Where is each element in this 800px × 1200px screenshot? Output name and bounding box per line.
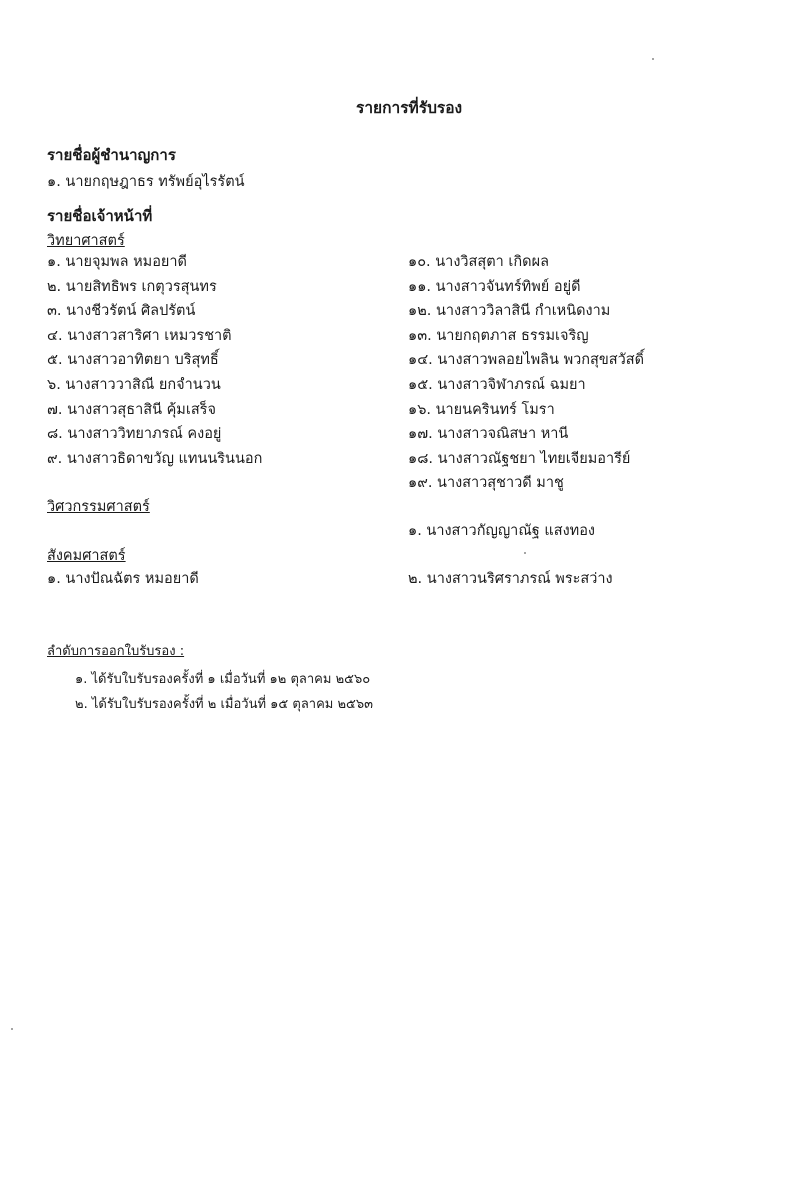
- list-item: ๙. นางสาวธิดาขวัญ แทนนรินนอก: [47, 450, 263, 467]
- science-list-left: [47, 250, 262, 471]
- list-item: ๒. นางสาวนริศราภรณ์ พระสว่าง: [408, 571, 613, 587]
- list-item: ๑๓. นายกฤตภาส ธรรมเจริญ: [408, 327, 589, 344]
- list-item: ๑๕. นางสาวจิฬาภรณ์ ฉมยา: [408, 376, 586, 393]
- list-item: ๓. นางชีวรัตน์ ศิลปรัตน์: [47, 303, 196, 320]
- list-item: ๑๒. นางสาววิลาสินี กำเหนิดงาม: [408, 303, 611, 320]
- list-item: ๗. นางสาวสุธาสินี คุ้มเสร็จ: [47, 401, 216, 418]
- engineering-section-label: วิศวกรรมศาสตร์: [47, 499, 150, 515]
- scan-speck: [652, 58, 654, 60]
- list-item: ๑๘. นางสาวณัฐชยา ไทยเจียมอารีย์: [408, 450, 631, 467]
- list-item: ๒. นายสิทธิพร เกตุวรสุนทร: [47, 278, 217, 295]
- list-item: ๑๗. นางสาวจณิสษา หานี: [408, 426, 569, 443]
- experts-heading: รายชื่อผู้ชำนาญการ: [47, 146, 176, 164]
- certificate-item: ๑. ได้รับใบรับรองครั้งที่ ๑ เมื่อวันที่ ๑๒ ตุลาคม ๒๕๖๐: [75, 672, 371, 687]
- scan-speck: [11, 1028, 13, 1030]
- list-item: ๑. นางปัณฉัตร หมอยาดี: [47, 571, 199, 587]
- science-list-right: [408, 250, 644, 496]
- certificate-item: ๒. ได้รับใบรับรองครั้งที่ ๒ เมื่อวันที่ ๑๕ ตุลาคม ๒๕๖๓: [75, 697, 374, 712]
- list-item: ๑๖. นายนครินทร์ โมรา: [408, 401, 555, 418]
- list-item: ๖. นางสาววาสิณี ยกจำนวน: [47, 376, 221, 393]
- list-item: ๕. นางสาวอาทิตยา บริสุทธิ์: [47, 352, 219, 369]
- list-item: ๑๙. นางสาวสุชาวดี มาชู: [408, 475, 564, 492]
- list-item: ๑๐. นางวิสสุตา เกิดผล: [408, 254, 549, 270]
- list-item: ๑๑. นางสาวจันทร์ทิพย์ อยู่ดี: [408, 278, 581, 295]
- social-section-label: สังคมศาสตร์: [47, 548, 126, 564]
- staff-heading: รายชื่อเจ้าหน้าที่: [47, 207, 153, 225]
- page-title: รายการที่รับรอง: [356, 99, 463, 117]
- list-item: ๑๔. นางสาวพลอยไพลิน พวกสุขสวัสดิ์: [408, 352, 645, 369]
- science-section-label: วิทยาศาสตร์: [47, 233, 125, 249]
- list-item: ๔. นางสาวสาริศา เหมวรชาติ: [47, 327, 232, 344]
- list-item: ๘. นางสาววิทยาภรณ์ คงอยู่: [47, 426, 222, 443]
- list-item: ๑. นายจุมพล หมอยาดี: [47, 254, 187, 270]
- certificates-label: ลำดับการออกใบรับรอง :: [47, 644, 185, 659]
- expert-item: ๑. นายกฤษฎาธร ทรัพย์อุไรรัตน์: [47, 174, 245, 190]
- scan-speck: [524, 552, 526, 554]
- list-item: ๑. นางสาวกัญญาณัฐ แสงทอง: [408, 523, 596, 539]
